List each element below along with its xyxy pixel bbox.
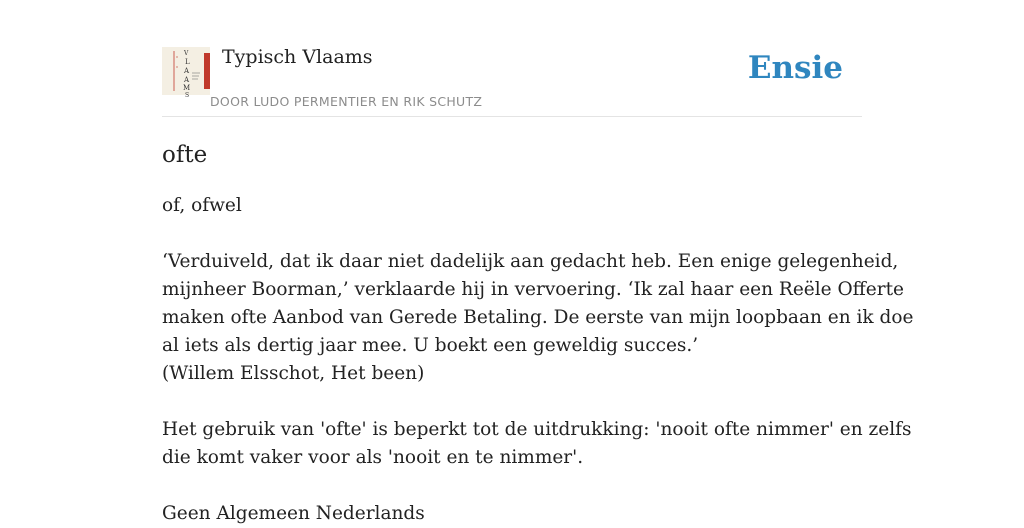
book-cover-art: [162, 47, 210, 99]
quote-source: (Willem Elsschot, Het been): [162, 363, 425, 384]
logo-letter: V: [184, 50, 189, 57]
book-authors: DOOR LUDO PERMENTIER EN RIK SCHUTZ: [210, 94, 483, 109]
quote-line: al iets als dertig jaar mee. U boekt een geweldig succes.’: [162, 335, 699, 356]
page-container: [162, 0, 914, 524]
logo-letter: M: [183, 84, 191, 92]
quote-paragraph: [162, 248, 914, 388]
trailing-paragraph: [162, 500, 862, 528]
logo-letter: A: [184, 67, 190, 75]
book-title[interactable]: Typisch Vlaams: [222, 46, 373, 68]
ensie-logo-link[interactable]: Ensie: [747, 50, 843, 86]
logo-letter: A: [184, 76, 190, 84]
header: [162, 0, 862, 117]
logo-letter: L: [185, 58, 190, 66]
usage-line: Het gebruik van 'ofte' is beperkt tot de uitdrukking: 'nooit ofte nimmer' en zelfs: [162, 419, 912, 440]
entry-content: [162, 140, 914, 528]
logo-letter: S: [185, 92, 190, 99]
entry-definition: of, ofwel: [162, 195, 242, 216]
quote-line: mijnheer Boorman,’ verklaarde hij in vervoering. ‘Ik zal haar een Reële Offerte: [162, 279, 904, 300]
book-cover-icon[interactable]: [162, 47, 210, 99]
entry-term: ofte: [162, 142, 208, 168]
usage-paragraph: [162, 416, 912, 472]
quote-line: maken ofte Aanbod van Gerede Betaling. De eerste van mijn loopbaan en ik doe: [162, 307, 914, 328]
usage-line: die komt vaker voor als 'nooit en te nimmer'.: [162, 447, 584, 468]
quote-line: ‘Verduiveld, dat ik daar niet dadelijk aan gedacht heb. Een enige gelegenheid,: [162, 251, 899, 272]
trailing-line: Geen Algemeen Nederlands: [162, 503, 425, 524]
